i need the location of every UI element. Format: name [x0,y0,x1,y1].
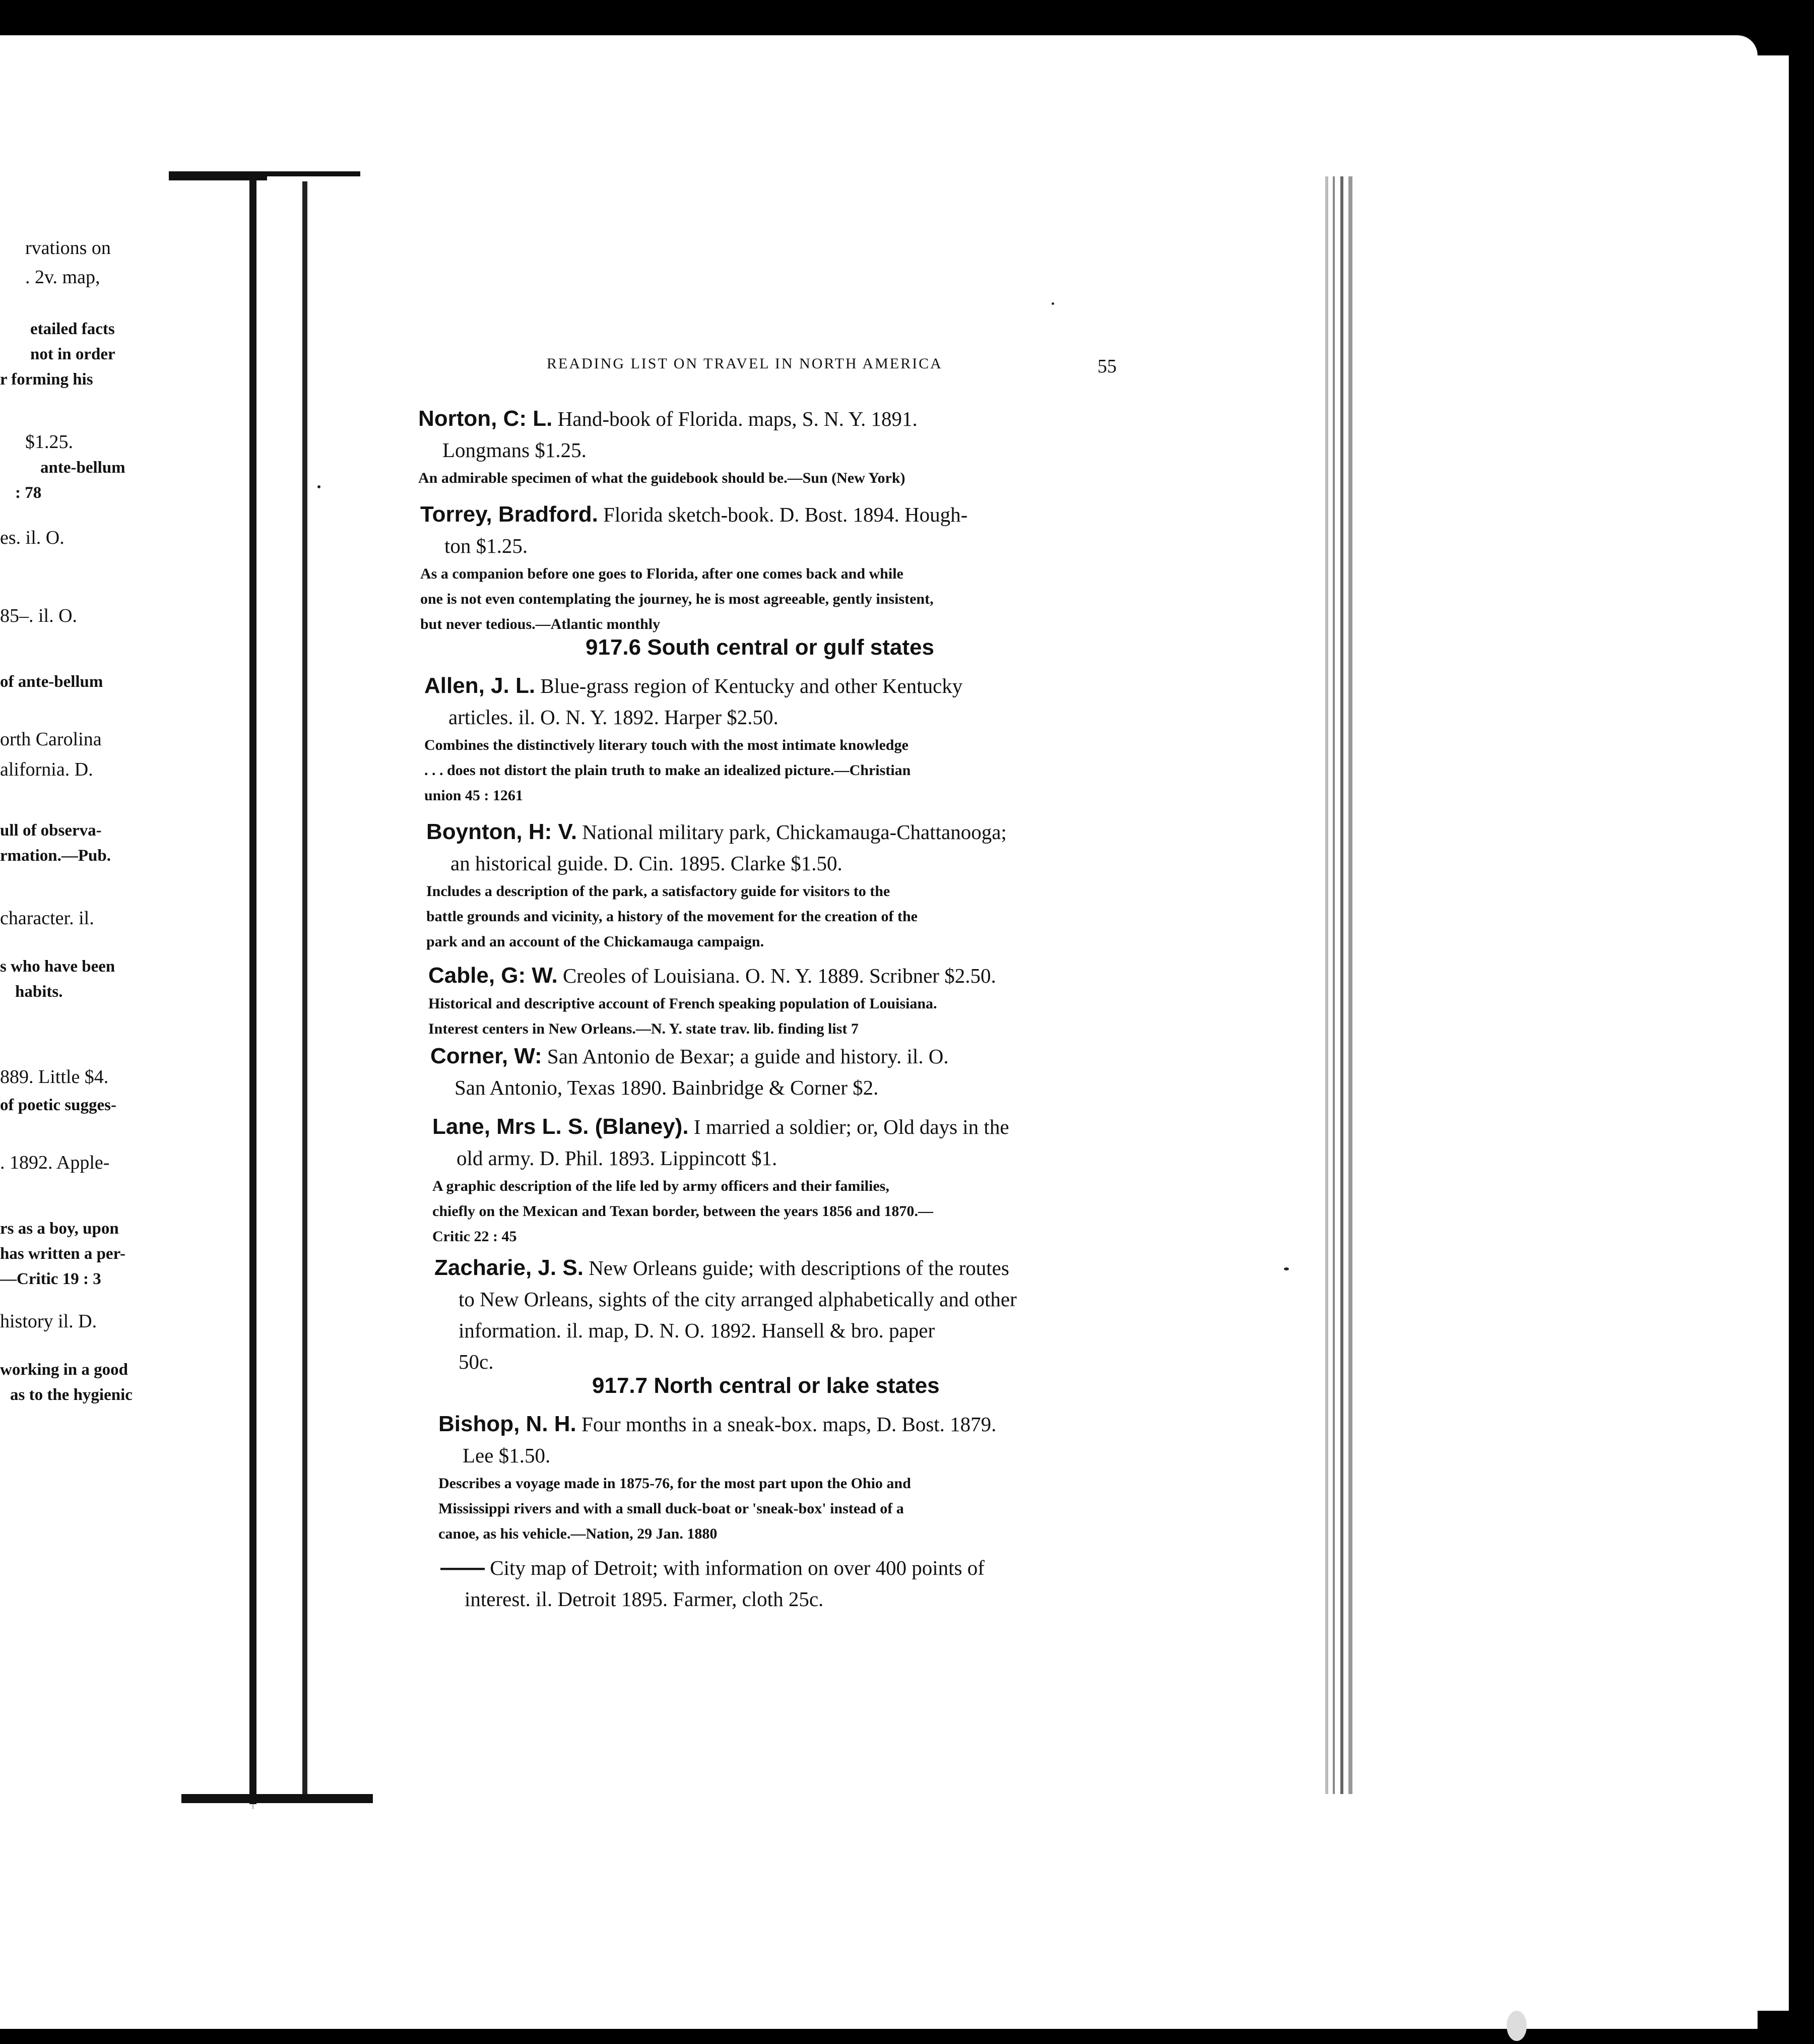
left-page-fragment: orth Carolina [0,729,102,750]
entry-line [434,1315,1017,1346]
entry-line [420,499,967,530]
entry-line [440,1583,985,1615]
scan-speck [1052,302,1054,305]
left-page-fragment: history il. D. [0,1311,97,1332]
scan-speck [1284,1267,1289,1270]
left-page-fragment: alifornia. D. [0,759,93,780]
entry-text: articles. il. O. N. Y. 1892. Harper $2.50. [448,706,779,729]
entry-author: Bishop, N. H. [438,1412,576,1436]
entry-line [434,1284,1017,1315]
entry-annotation: Combines the distinctively literary touch with the most intimate knowledge [424,737,909,753]
entry-line [438,1440,996,1471]
left-page-fragment: working in a good [0,1361,128,1379]
left-page-fragment: $1.25. [25,431,73,453]
left-page-fragment: habits. [15,983,63,1001]
entry-annotation: An admirable specimen of what the guidebook should be.—Sun (New York) [418,470,905,486]
entry-text: information. il. map, D. N. O. 1892. Hansell & bro. paper [459,1319,935,1342]
gutter-rule [302,181,307,1794]
entry-annotation: chiefly on the Mexican and Texan border, between the years 1856 and 1870.— [432,1203,933,1220]
entry-annotation: . . . does not distort the plain truth to make an idealized picture.—Christian [424,762,911,779]
entry-annotation: battle grounds and vicinity, a history of the movement for the creation of the [426,908,918,925]
entry-line [426,816,1007,848]
entry-author: Allen, J. L. [424,673,536,698]
entry-line [430,1041,949,1072]
entry-annotation: Historical and descriptive account of French speaking population of Louisiana. [428,995,937,1012]
scan-speck [317,485,320,488]
entry-annotation: As a companion before one goes to Florida, after one comes back and while [420,565,903,582]
left-page-fragment: rs as a boy, upon [0,1220,119,1238]
left-page-fragment: not in order [30,345,115,363]
bibliography-entry [424,670,962,808]
left-page-fragment: s who have been [0,957,115,976]
left-page-fragment: rvations on [25,237,111,259]
entry-line [434,1252,1017,1284]
page-edge [1325,176,1328,1794]
left-page-fragment: es. il. O. [0,527,64,548]
bibliography-entry [426,816,1007,954]
entry-author: Boynton, H: V. [426,819,577,844]
entry-text: National military park, Chickamauga-Chattanooga; [582,820,1007,844]
entry-text: San Antonio de Bexar; a guide and history. il. O. [547,1045,949,1068]
entry-annotation: canoe, as his vehicle.—Nation, 29 Jan. 1880 [438,1525,718,1542]
entry-text: ton $1.25. [444,534,528,557]
bibliography-entry [434,1252,1017,1377]
page-edge [1333,176,1335,1794]
running-head: READING LIST ON TRAVEL IN NORTH AMERICA [547,355,943,372]
entry-annotation: A graphic description of the life led by army officers and their families, [432,1178,889,1194]
left-page-fragment: ull of observa- [0,821,102,840]
entry-author: Lane, Mrs L. S. (Blaney). [432,1114,689,1139]
entry-text: 50c. [459,1350,494,1373]
entry-author: —— [440,1555,485,1580]
bibliography-entry [418,403,918,491]
left-page-fragment: 85–. il. O. [0,605,78,626]
bibliography-entry [428,960,996,1042]
entry-line [424,670,962,701]
entry-annotation: Interest centers in New Orleans.—N. Y. state trav. lib. finding list 7 [428,1020,859,1037]
left-page-fragment: 889. Little $4. [0,1066,109,1088]
left-page-fragment: rmation.—Pub. [0,847,111,865]
left-page-fragment: of poetic sugges- [0,1096,116,1114]
entry-line [418,403,918,434]
entry-line [432,1142,1009,1174]
entry-line [420,530,967,561]
entry-text: Florida sketch-book. D. Bost. 1894. Hough- [603,503,968,526]
bibliography-entry [440,1552,985,1615]
page-edge [1348,176,1352,1794]
entry-annotation: Critic 22 : 45 [432,1228,517,1245]
entry-text: Blue-grass region of Kentucky and other Kentucky [540,674,963,697]
entry-text: Lee $1.50. [463,1444,551,1467]
entry-line [438,1409,996,1440]
left-page-fragment: as to the hygienic [10,1386,133,1404]
entry-text: I married a soldier; or, Old days in the [693,1115,1009,1138]
left-page-fragment: has written a per- [0,1245,125,1263]
entry-text: Hand-book of Florida. maps, S. N. Y. 1891. [557,407,918,430]
bibliography-entry [432,1111,1009,1249]
entry-text: City map of Detroit; with information on over 400 points of [490,1556,985,1579]
left-page-fragment: —Critic 19 : 3 [0,1270,101,1288]
scanner-backing-strip [1743,55,1789,2011]
entry-text: Four months in a sneak-box. maps, D. Bost. 1879. [581,1413,997,1436]
entry-line [434,1346,1017,1377]
left-page-fragment: : 78 [15,484,42,502]
entry-line [430,1072,949,1103]
entry-annotation: one is not even contemplating the journey, he is most agreeable, gently insistent, [420,591,934,607]
page-number: 55 [1097,356,1117,377]
entry-text: Creoles of Louisiana. O. N. Y. 1889. Scribner $2.50. [562,964,996,987]
bibliography-entry [420,499,967,637]
entry-annotation: Mississippi rivers and with a small duck-boat or 'sneak-box' instead of a [438,1500,904,1517]
entry-line [418,434,918,466]
entry-text: old army. D. Phil. 1893. Lippincott $1. [457,1146,778,1170]
section-heading: 917.7 North central or lake states [592,1373,940,1398]
entry-author: Zacharie, J. S. [434,1255,584,1280]
bibliography-entry [438,1409,996,1547]
left-page-fragment: . 2v. map, [25,267,100,288]
section-heading: 917.6 South central or gulf states [586,635,934,660]
entry-line [428,960,996,991]
book-binding [249,176,256,1804]
entry-text: interest. il. Detroit 1895. Farmer, cloth 25c. [465,1587,824,1611]
entry-annotation: union 45 : 1261 [424,787,523,804]
binding-bottom-edge [181,1794,373,1803]
entry-author: Corner, W: [430,1044,542,1068]
page-edge [1340,176,1343,1794]
left-page [0,181,252,1809]
entry-author: Norton, C: L. [418,406,553,431]
entry-annotation: park and an account of the Chickamauga campaign. [426,933,764,950]
left-page-fragment: r forming his [0,370,93,389]
entry-line [432,1111,1009,1142]
bibliography-entry [430,1041,949,1103]
entry-text: an historical guide. D. Cin. 1895. Clarke $1.50. [450,852,843,875]
left-page-fragment: ante-bellum [40,459,125,477]
entry-author: Torrey, Bradford. [420,502,598,527]
scan-speck [1507,2011,1527,2041]
entry-annotation: but never tedious.—Atlantic monthly [420,616,661,632]
left-page-fragment: . 1892. Apple- [0,1152,110,1173]
entry-text: New Orleans guide; with descriptions of the routes [589,1256,1009,1280]
entry-line [424,701,962,733]
entry-line [426,848,1007,879]
entry-annotation: Includes a description of the park, a satisfactory guide for visitors to the [426,883,890,900]
entry-text: to New Orleans, sights of the city arranged alphabetically and other [459,1288,1017,1311]
entry-author: Cable, G: W. [428,963,558,988]
entry-line [440,1552,985,1583]
left-page-fragment: character. il. [0,908,94,929]
left-page-fragment: etailed facts [30,320,115,338]
entry-text: Longmans $1.25. [442,438,587,462]
entry-annotation: Describes a voyage made in 1875-76, for the most part upon the Ohio and [438,1475,911,1492]
left-page-fragment: of ante-bellum [0,673,103,691]
entry-text: San Antonio, Texas 1890. Bainbridge & Corner $2. [455,1076,879,1099]
